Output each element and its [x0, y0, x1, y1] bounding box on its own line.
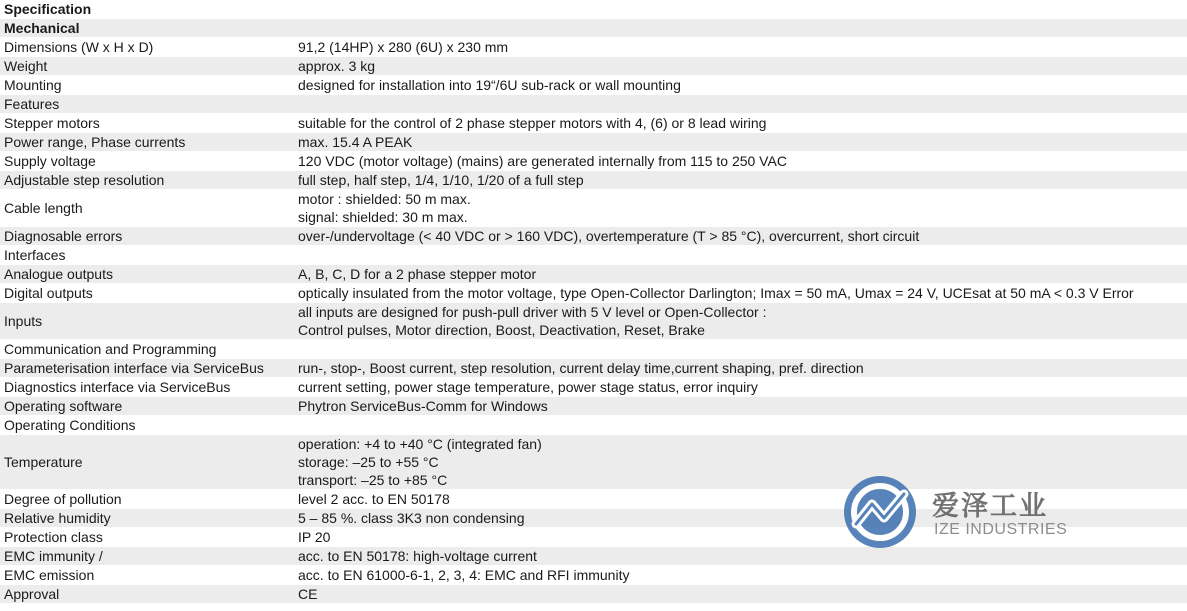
row-value: acc. to EN 50178: high-voltage current	[298, 548, 537, 564]
row-label: Inputs	[4, 313, 43, 329]
table-row	[0, 397, 1187, 416]
section-header-row	[0, 340, 1187, 359]
table-row	[0, 359, 1187, 378]
row-value: over-/undervoltage (< 40 VDC or > 160 VDC), overtemperature (T > 85 °C), overcurrent, short circuit	[298, 228, 920, 244]
table-row	[0, 152, 1187, 171]
section-header-row	[0, 95, 1187, 114]
table-row	[0, 585, 1187, 604]
row-value: approx. 3 kg	[298, 58, 376, 74]
row-label: Diagnosable errors	[4, 228, 123, 244]
row-label: Stepper motors	[4, 115, 100, 131]
table-row	[0, 190, 1187, 227]
section-header-row	[0, 19, 1187, 38]
row-label: EMC immunity /	[4, 548, 103, 564]
ize-watermark	[842, 474, 1082, 554]
table-row	[0, 378, 1187, 397]
row-value: 120 VDC (motor voltage) (mains) are generated internally from 115 to 250 VAC	[298, 153, 787, 169]
row-value: storage: –25 to +55 °C	[298, 454, 439, 470]
row-value: run-, stop-, Boost current, step resolution, current delay time,current shaping, pref. direction	[298, 360, 864, 376]
ize-logo-icon	[842, 474, 918, 550]
row-value: operation: +4 to +40 °C (integrated fan)	[298, 436, 542, 452]
table-row	[0, 38, 1187, 57]
section-title: Operating Conditions	[4, 417, 136, 433]
table-row	[0, 566, 1187, 585]
table-row	[0, 171, 1187, 190]
watermark-en-text: IZE INDUSTRIES	[934, 521, 1068, 538]
row-value: current setting, power stage temperature, power stage status, error inquiry	[298, 379, 758, 395]
row-label: Supply voltage	[4, 153, 96, 169]
section-title: Features	[4, 96, 60, 112]
section-title: Mechanical	[4, 20, 80, 36]
watermark-cn-text: 爱泽工业	[932, 491, 1048, 522]
row-label: Weight	[4, 58, 48, 74]
row-value: CE	[298, 586, 318, 602]
table-row	[0, 76, 1187, 95]
row-label: Protection class	[4, 529, 103, 545]
table-row	[0, 303, 1187, 340]
row-value: optically insulated from the motor voltage, type Open-Collector Darlington; Imax = 50 mA, Umax = 24 V, UCEsat at 50 mA < 0.3 V Error	[298, 285, 1134, 301]
row-value: IP 20	[298, 529, 331, 545]
section-title: Interfaces	[4, 247, 66, 263]
section-title: Communication and Programming	[4, 341, 217, 357]
row-value: designed for installation into 19“/6U sub-rack or wall mounting	[298, 77, 681, 93]
row-value: signal: shielded: 30 m max.	[298, 209, 468, 225]
row-label: Approval	[4, 586, 60, 602]
row-value: Control pulses, Motor direction, Boost, Deactivation, Reset, Brake	[298, 322, 705, 338]
row-label: Temperature	[4, 454, 83, 470]
table-row	[0, 57, 1187, 76]
section-header-row	[0, 416, 1187, 435]
row-label: Power range, Phase currents	[4, 134, 186, 150]
row-value: A, B, C, D for a 2 phase stepper motor	[298, 266, 537, 282]
table-title-row	[0, 0, 1187, 19]
row-value: suitable for the control of 2 phase stepper motors with 4, (6) or 8 lead wiring	[298, 115, 767, 131]
row-label: Diagnostics interface via ServiceBus	[4, 379, 231, 395]
row-label: EMC emission	[4, 567, 95, 583]
row-label: Relative humidity	[4, 510, 111, 526]
table-row	[0, 133, 1187, 152]
row-label: Cable length	[4, 200, 83, 216]
row-label: Dimensions (W x H x D)	[4, 39, 154, 55]
section-header-row	[0, 246, 1187, 265]
row-value: max. 15.4 A PEAK	[298, 134, 413, 150]
row-value: all inputs are designed for push-pull driver with 5 V level or Open-Collector :	[298, 304, 767, 320]
row-label: Digital outputs	[4, 285, 93, 301]
row-value: acc. to EN 61000-6-1, 2, 3, 4: EMC and RFI immunity	[298, 567, 630, 583]
row-label: Parameterisation interface via ServiceBus	[4, 360, 264, 376]
row-value: 5 – 85 %. class 3K3 non condensing	[298, 510, 525, 526]
row-label: Mounting	[4, 77, 62, 93]
table-row	[0, 265, 1187, 284]
table-row	[0, 227, 1187, 246]
table-title: Specification	[4, 1, 92, 17]
row-value: full step, half step, 1/4, 1/10, 1/20 of a full step	[298, 172, 584, 188]
row-label: Degree of pollution	[4, 491, 122, 507]
table-row	[0, 284, 1187, 303]
row-value: motor : shielded: 50 m max.	[298, 191, 471, 207]
row-value: transport: –25 to +85 °C	[298, 472, 448, 488]
row-label: Operating software	[4, 398, 123, 414]
row-value: 91,2 (14HP) x 280 (6U) x 230 mm	[298, 39, 509, 55]
row-label: Analogue outputs	[4, 266, 113, 282]
row-label: Adjustable step resolution	[4, 172, 165, 188]
table-row	[0, 114, 1187, 133]
row-value: level 2 acc. to EN 50178	[298, 491, 450, 507]
row-value: Phytron ServiceBus-Comm for Windows	[298, 398, 548, 414]
